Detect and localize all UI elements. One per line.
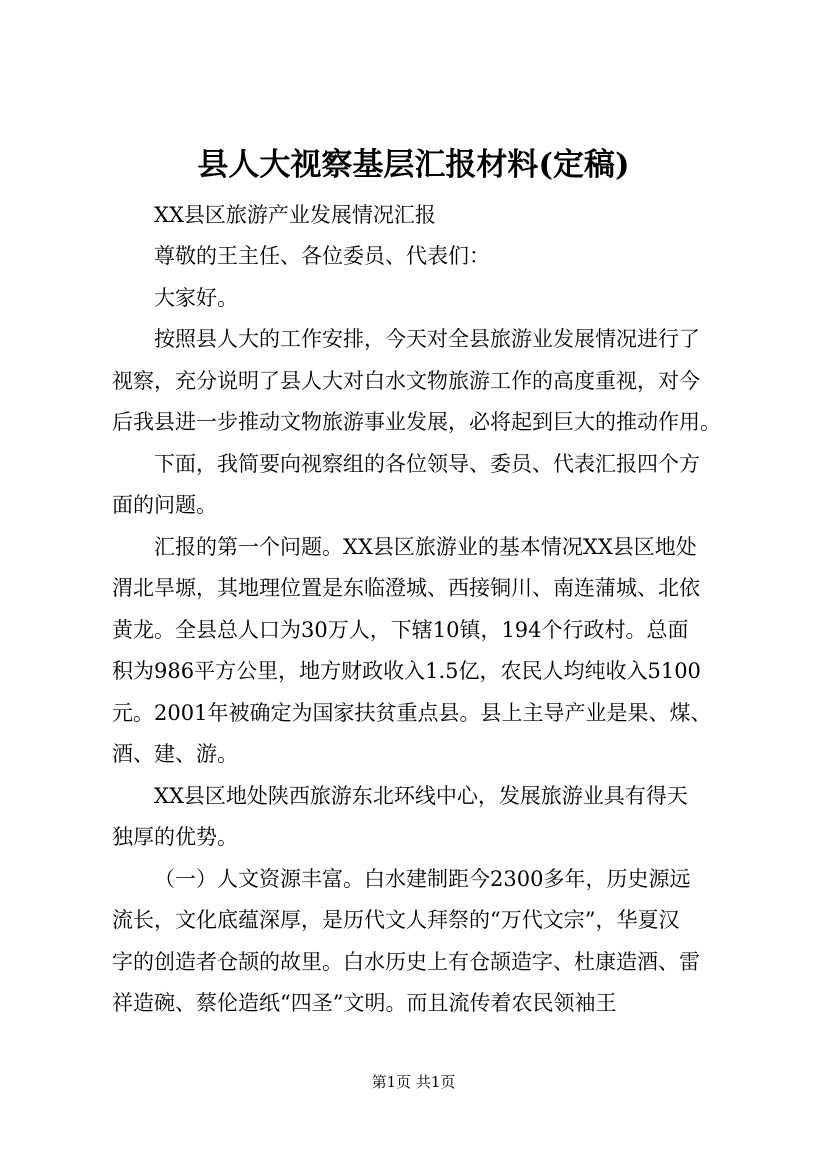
text-line: 大家好。 xyxy=(154,286,238,310)
text-line: 下面，我简要向视察组的各位领导、委员、代表汇报四个方 xyxy=(154,452,700,476)
text-line: 积为986平方公里，地方财政收入1.5亿，农民人均纯收入5100 xyxy=(112,659,701,683)
document-title: 县人大视察基层汇报材料(定稿) xyxy=(197,147,630,183)
text-line: 面的问题。 xyxy=(112,493,217,517)
text-line: 视察，充分说明了县人大对白水文物旅游工作的高度重视，对今 xyxy=(112,369,700,393)
text-line: 黄龙。全县总人口为30万人，下辖10镇，194个行政村。总面 xyxy=(112,618,689,642)
text-line: XX县区旅游产业发展情况汇报 xyxy=(154,203,436,227)
text-line: 祥造碗、蔡伦造纸“四圣”文明。而且流传着农民领袖王 xyxy=(112,991,617,1015)
text-line: 流长，文化底蕴深厚，是历代文人拜祭的“万代文宗”，华夏汉 xyxy=(112,908,680,932)
text-line: 尊敬的王主任、各位委员、代表们： xyxy=(154,244,490,268)
text-line: 按照县人大的工作安排，今天对全县旅游业发展情况进行了 xyxy=(154,327,700,351)
text-line: 元。2001年被确定为国家扶贫重点县。县上主导产业是果、煤、 xyxy=(112,701,712,725)
page-footer: 第1页 共1页 xyxy=(371,1073,456,1091)
text-line: 汇报的第一个问题。XX县区旅游业的基本情况XX县区地处 xyxy=(154,535,697,559)
text-line: 字的创造者仓颉的故里。白水历史上有仓颉造字、杜康造酒、雷 xyxy=(112,950,700,974)
text-line: （一）人文资源丰富。白水建制距今2300多年，历史源远 xyxy=(154,867,691,891)
text-line: 后我县进一步推动文物旅游事业发展，必将起到巨大的推动作用。 xyxy=(112,410,721,434)
text-line: 渭北旱塬，其地理位置是东临澄城、西接铜川、南连蒲城、北依 xyxy=(112,576,700,600)
text-line: XX县区地处陕西旅游东北环线中心，发展旅游业具有得天 xyxy=(154,784,688,808)
text-line: 独厚的优势。 xyxy=(112,825,238,849)
text-line: 酒、建、游。 xyxy=(112,742,238,766)
